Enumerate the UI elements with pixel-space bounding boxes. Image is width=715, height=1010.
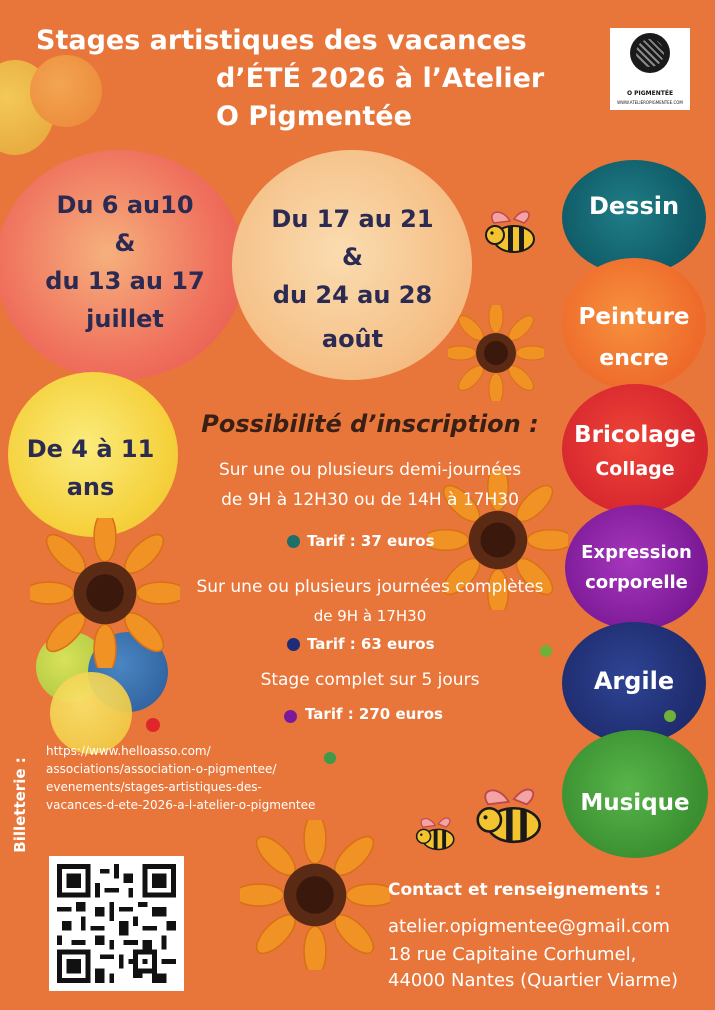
activity-label: Musique [580,790,690,816]
qr-code[interactable] [49,856,184,991]
week-price: Tarif : 270 euros [305,705,443,723]
url-line[interactable]: vacances-d-ete-2026-a-l-atelier-o-pigmentee [46,798,316,812]
week-line: Stage complet sur 5 jours [260,670,480,690]
age-line: ans [66,473,115,501]
sunflower-icon [240,820,390,970]
sunflower-icon [448,305,544,401]
activity-bricolage [562,418,708,486]
age-line: De 4 à 11 [26,435,155,463]
title-line: O Pigmentée [216,101,412,132]
green-dot [664,710,676,722]
full-day-price: Tarif : 63 euros [307,635,435,653]
page-title [30,22,600,136]
half-day-line: Sur une ou plusieurs demi-journées [218,460,522,480]
activity-label: encre [599,346,669,371]
atelier-logo [610,28,690,110]
red-dot [146,718,160,732]
date-line: & [342,243,363,271]
age-range [8,430,173,506]
date-line: août [321,325,384,353]
url-line[interactable]: associations/association-o-pigmentee/ [46,762,277,776]
activity-musique [562,790,708,816]
contact-heading: Contact et renseignements : [388,880,662,900]
activity-label: Collage [595,458,675,480]
ticketing-url[interactable] [46,742,315,814]
teal-dot-icon [287,535,300,548]
contact-email[interactable]: atelier.opigmentee@gmail.com [388,916,670,937]
bee-icon [470,780,550,852]
green-dot [324,752,336,764]
ticketing-label [10,740,30,870]
full-day-hours: de 9H à 17H30 [313,607,427,625]
bee-icon [412,812,460,856]
purple-dot-icon [284,710,297,723]
logo-url: WWW.ATELIEROPIGMENTEE.COM [617,100,683,105]
half-day-hours: de 9H à 12H30 ou de 14H à 17H30 [221,490,519,510]
sunflower-icon [30,518,180,668]
green-dot [540,645,552,657]
ticketing-label-text: Billetterie : [11,757,29,853]
activity-label: Peinture [578,304,690,330]
activity-label: Argile [593,667,675,695]
title-line: Stages artistiques des vacances [36,25,527,56]
activity-label: Dessin [588,192,680,220]
logo-circle-icon [630,33,670,73]
date-line: Du 17 au 21 [271,205,434,233]
contact-address2: 44000 Nantes (Quartier Viarme) [388,970,679,991]
date-line: juillet [86,305,164,333]
activity-label: corporelle [585,572,688,593]
date-line: du 24 au 28 [272,281,433,309]
activity-peinture [562,296,706,380]
inscription-title: Possibilité d’inscription : [201,410,539,438]
activity-label: Bricolage [574,422,696,448]
activity-dessin [562,192,706,220]
date-line: & [114,229,136,257]
august-dates [245,200,460,364]
date-line: Du 6 au10 [56,191,194,219]
activity-expression [565,538,708,598]
activity-argile [562,667,706,695]
date-line: du 13 au 17 [45,267,205,295]
logo-name: O PIGMENTÉE [626,90,674,97]
url-line[interactable]: https://www.helloasso.com/ [46,744,211,758]
bee-icon [480,205,542,259]
full-day-line: Sur une ou plusieurs journées complètes [196,577,544,597]
contact-address1: 18 rue Capitaine Corhumel, [388,944,637,965]
half-day-price: Tarif : 37 euros [307,532,435,550]
title-line: d’ÉTÉ 2026 à l’Atelier [216,63,545,94]
activity-label: Expression [581,542,692,563]
navy-dot-icon [287,638,300,651]
july-dates [20,186,230,338]
qr-code-icon [57,864,176,983]
url-line[interactable]: evenements/stages-artistiques-des- [46,780,262,794]
